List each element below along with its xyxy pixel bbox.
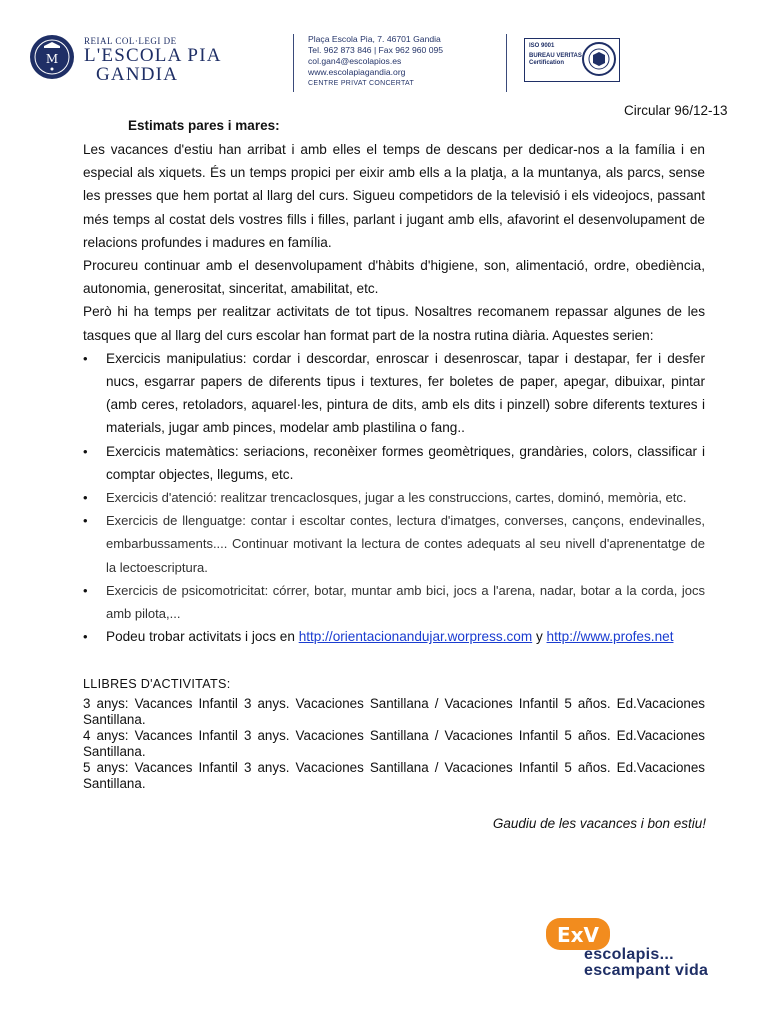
list-item: • Exercicis manipulatius: cordar i descordar, enroscar i desenroscar, tapar i destapar, fer i desfer nucs, esgarrar papers de diferents tipus i textures, fer boletes de paper, apegar, dibuixar, pintar (amb ceres, retoladors, aquarel·les, pintura de dits, amb els dits i pinzell) sobre diferents textures i materials, jugar amb pinces, modelar amb plastilina o fang.. xyxy=(83,347,705,440)
bullet-icon: • xyxy=(83,513,88,529)
contact-website: www.escolapiagandia.org xyxy=(308,67,406,77)
header-divider xyxy=(293,34,294,92)
centre-type: CENTRE PRIVAT CONCERTAT xyxy=(308,80,415,87)
paragraph: Però hi ha temps per realitzar activitats de tot tipus. Nosaltres recomanem repassar algunes de les tasques que al llarg del curs escolar han format part de la nostra rutina diària. Aquestes serien: xyxy=(83,304,705,343)
activity-list xyxy=(83,347,705,649)
list-item: • Exercicis de llenguatge: contar i escoltar contes, lectura d'imatges, converses, cançons, endevinalles, embarbussaments.... Continuar motivant la lectura de contes adequats al seu nivell d'aprenentatge de la lectoescriptura. xyxy=(83,509,705,579)
svg-text:ExV: ExV xyxy=(556,923,600,947)
tagline-escolapis: escolapis... xyxy=(584,946,674,963)
list-item: • Exercicis de psicomotricitat: córrer, botar, muntar amb bici, jocs a l'arena, nadar, botar a la corda, jocs amb pilota,... xyxy=(83,579,705,625)
contact-phone: Tel. 962 873 846 | Fax 962 960 095 xyxy=(308,45,444,55)
bullet-icon: • xyxy=(83,582,88,598)
orientacion-andujar-link[interactable]: http://orientacionandujar.worpress.com xyxy=(298,629,533,645)
book-entry: 4 anys: Vacances Infantil 3 anys. Vacaciones Santillana / Vacaciones Infantil 5 años. Ed.Vacaciones Santillana. xyxy=(83,728,705,759)
svg-text:M: M xyxy=(45,52,59,66)
bullet-icon: • xyxy=(83,443,88,459)
paragraph: Les vacances d'estiu han arribat i amb elles el temps de descans per dedicar-nos a la família i en especial als xiquets. És un temps propici per eixir amb ells a la platja, a la muntanya, als parcs, sense les presses que hem portat al llarg del curs. Sigueu competidors de la televisió i els videojocs, passant més temps al costat dels vostres fills i filles, parlant i jugant amb ells, afavorint el desenvolupament de relacions profundes i madures en família. xyxy=(83,142,705,250)
header-divider xyxy=(506,34,507,92)
school-name-small: REIAL COL·LEGI DE xyxy=(84,36,177,46)
greeting: Estimats pares i mares: xyxy=(128,118,280,133)
school-crest-logo xyxy=(29,34,75,80)
list-item: • Podeu trobar activitats i jocs en http://orientacionandujar.worpress.com y http://www.profes.net xyxy=(83,625,705,648)
book-entry: 3 anys: Vacances Infantil 3 anys. Vacaciones Santillana / Vacaciones Infantil 5 años. Ed.Vacaciones Santillana. xyxy=(83,696,705,727)
school-name-line2: GANDIA xyxy=(96,64,179,85)
profes-net-link[interactable]: http://www.profes.net xyxy=(546,629,674,645)
bureau-veritas-seal-icon xyxy=(581,41,617,77)
book-entry: 5 anys: Vacances Infantil 3 anys. Vacaciones Santillana / Vacaciones Infantil 5 años. Ed.Vacaciones Santillana. xyxy=(83,760,705,791)
bullet-icon: • xyxy=(83,350,88,366)
tagline-escampant-vida: escampant vida xyxy=(584,962,709,979)
paragraph: Procureu continuar amb el desenvolupament d'hàbits d'higiene, son, alimentació, ordre, obediència, autonomia, generositat, sinceritat, amabilitat, etc. xyxy=(83,258,705,297)
activity-books-title: LLIBRES D'ACTIVITATS: xyxy=(83,677,231,691)
certification-badge xyxy=(524,38,620,82)
contact-block xyxy=(308,34,443,89)
iso-label: ISO 9001 xyxy=(529,43,555,49)
bullet-icon: • xyxy=(83,629,88,645)
closing-line: Gaudiu de les vacances i bon estiu! xyxy=(492,816,706,831)
circular-number: Circular 96/12-13 xyxy=(624,103,728,118)
activity-books xyxy=(83,676,705,792)
list-item: • Exercicis d'atenció: realitzar trencaclosques, jugar a les construccions, cartes, dominó, memòria, etc. xyxy=(83,486,705,509)
bureau-veritas-label: BUREAU VERITAS Certification xyxy=(529,53,582,66)
school-name xyxy=(84,36,222,84)
list-item: • Exercicis matemàtics: seriacions, reconèixer formes geomètriques, grandàries, colors, classificar i comptar objectes, llegums, etc. xyxy=(83,440,705,486)
school-name-line1: L'ESCOLA PIA xyxy=(84,45,222,66)
bullet-icon: • xyxy=(83,490,88,506)
contact-email: col.gan4@escolapios.es xyxy=(308,56,402,66)
letter-body xyxy=(83,138,705,648)
letterhead xyxy=(0,0,768,100)
contact-address: Plaça Escola Pia, 7. 46701 Gandia xyxy=(308,34,441,44)
escolapis-footer-logo xyxy=(546,916,716,980)
